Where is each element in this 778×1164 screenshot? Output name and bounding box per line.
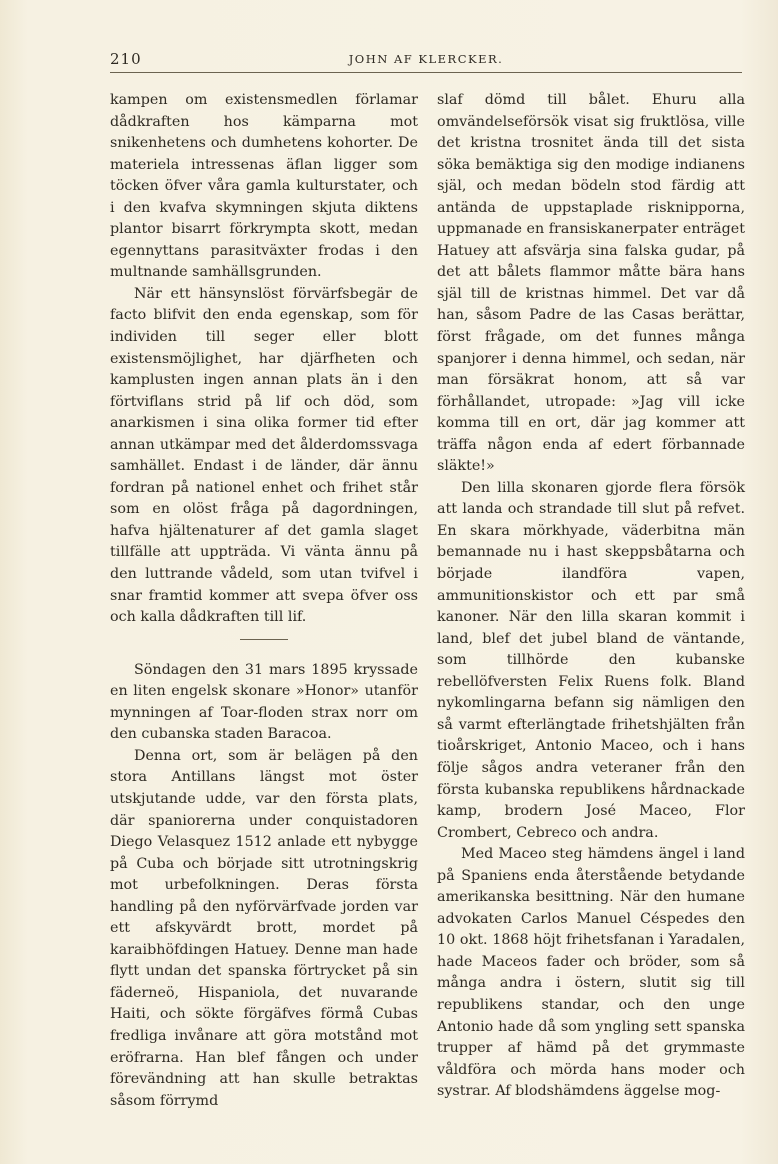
header-rule xyxy=(110,72,742,73)
paragraph: Med Maceo steg hämdens ängel i land på Spaniens enda återstående betydande amerikanska besittning. När den humane advokaten Carlos Manuel Céspedes den 10 okt. 1868 höjt frihetsfanan i Yaradalen, hade Maceos fader och bröder, som så många andra i östern, slutit sig till republikens standar, och den unge Antonio hade då som yngling sett spanska trupper af hämd på det grymmaste våldföra och mörda hans moder och systrar. Af blodshämdens äggelse mog- xyxy=(437,846,745,1100)
page-number: 210 xyxy=(110,50,142,68)
paragraph: När ett hänsynslöst förvärfsbegär de facto blifvit den enda egenskap, som för individen till seger eller blott existensmöjlighet, har djärfheten och kamplusten ingen annan plats än i den förtviflans strid på lif och död, som anarkismen i sina olika former tid efter annan utkämpar med det ålderdomssvaga samhället. Endast i de länder, där ännu fordran på nationel enhet och frihet står som en olöst fråga på dagordningen, hafva hjältenaturer af det gamla slaget tillfälle att uppträda. Vi vänta ännu på den luttrande vådeld, som utan tvifvel i snar framtid kommer att svepa öfver oss och kalla dådkraften till lif. xyxy=(110,285,418,626)
running-title: JOHN AF KLERCKER. xyxy=(348,52,504,66)
paragraph: Denna ort, som är belägen på den stora Antillans längst mot öster utskjutande udde, var den första plats, där spaniorerna under conquistadoren Diego Velasquez 1512 anlade ett nybygge på Cuba och började sitt utrotningskrig mot urbefolkningen. Deras första handling på den nyförvärfvade jorden var ett afskyvärdt brott, mordet på karaibhöfdingen Hatuey. Denne man hade flytt undan det spanska förtrycket på sin fäderneö, Hispaniola, det nuvarande Haiti, och sökte förgäfves förmå Cubas fredliga invånare att göra motstånd mot eröfrarna. Han blef fången och under förevändning att han skulle betraktas såsom förrymd xyxy=(110,747,418,1109)
paragraph: Den lilla skonaren gjorde flera försök att landa och strandade till slut på refvet. En skara mörkhyade, väderbitna män bemannade nu i hast skeppsbåtarna och började ilandföra vapen, ammunitionskistor och ett par små kanoner. När den lilla skaran kommit i land, blef det jubel bland de väntande, som tillhörde den kubanske rebellöfversten Felix Ruens folk. Bland nykomlingarna befann sig nämligen den så varmt efterlängtade frihetshjälten från tioårskriget, Antonio Maceo, och i hans följe sågos andra veteraner från den första kubanska republikens hårdnackade kamp, brodern José Maceo, Flor Crombert, Cebreco och andra. xyxy=(437,479,745,841)
right-column xyxy=(437,90,745,1103)
paragraph: Söndagen den 31 mars 1895 kryssade en liten engelsk skonare »Honor» utanför mynningen af Toar-floden strax norr om den cubanska staden Baracoa. xyxy=(110,661,418,743)
paragraph: slaf dömd till bålet. Ehuru alla omvändelseförsök visat sig fruktlösa, ville det kristna trosnitet ända till det sista söka bemäktiga sig den modige indianens själ, och medan bödeln stod färdig att antända de uppstaplade risknipporna, uppmanade en fransiskanerpater enträget Hatuey att afsvärja sina falska gudar, på det att bålets flammor måtte bära hans själ till de kristnas himmel. Det var då han, såsom Padre de las Casas berättar, först frågade, om det funnes många spanjorer i denna himmel, och sedan, när man försäkrat honom, att så var förhållandet, utropade: »Jag vill icke komma till en ort, där jag kommer att träffa någon enda af edert förbannade släkte!» xyxy=(437,92,745,475)
page-header xyxy=(110,48,742,74)
paragraph: kampen om existensmedlen förlamar dådkraften hos kämparna mot snikenhetens och dumhetens kohorter. De materiela intressenas äflan ligger som töcken öfver våra gamla kulturstater, och i den kvafva skymningen skjuta diktens plantor bisarrt förkrympta skott, medan egennyttans parasitväxter frodas i den multnande samhällsgrunden. xyxy=(110,92,418,281)
section-divider xyxy=(240,639,288,640)
left-column xyxy=(110,90,418,1112)
